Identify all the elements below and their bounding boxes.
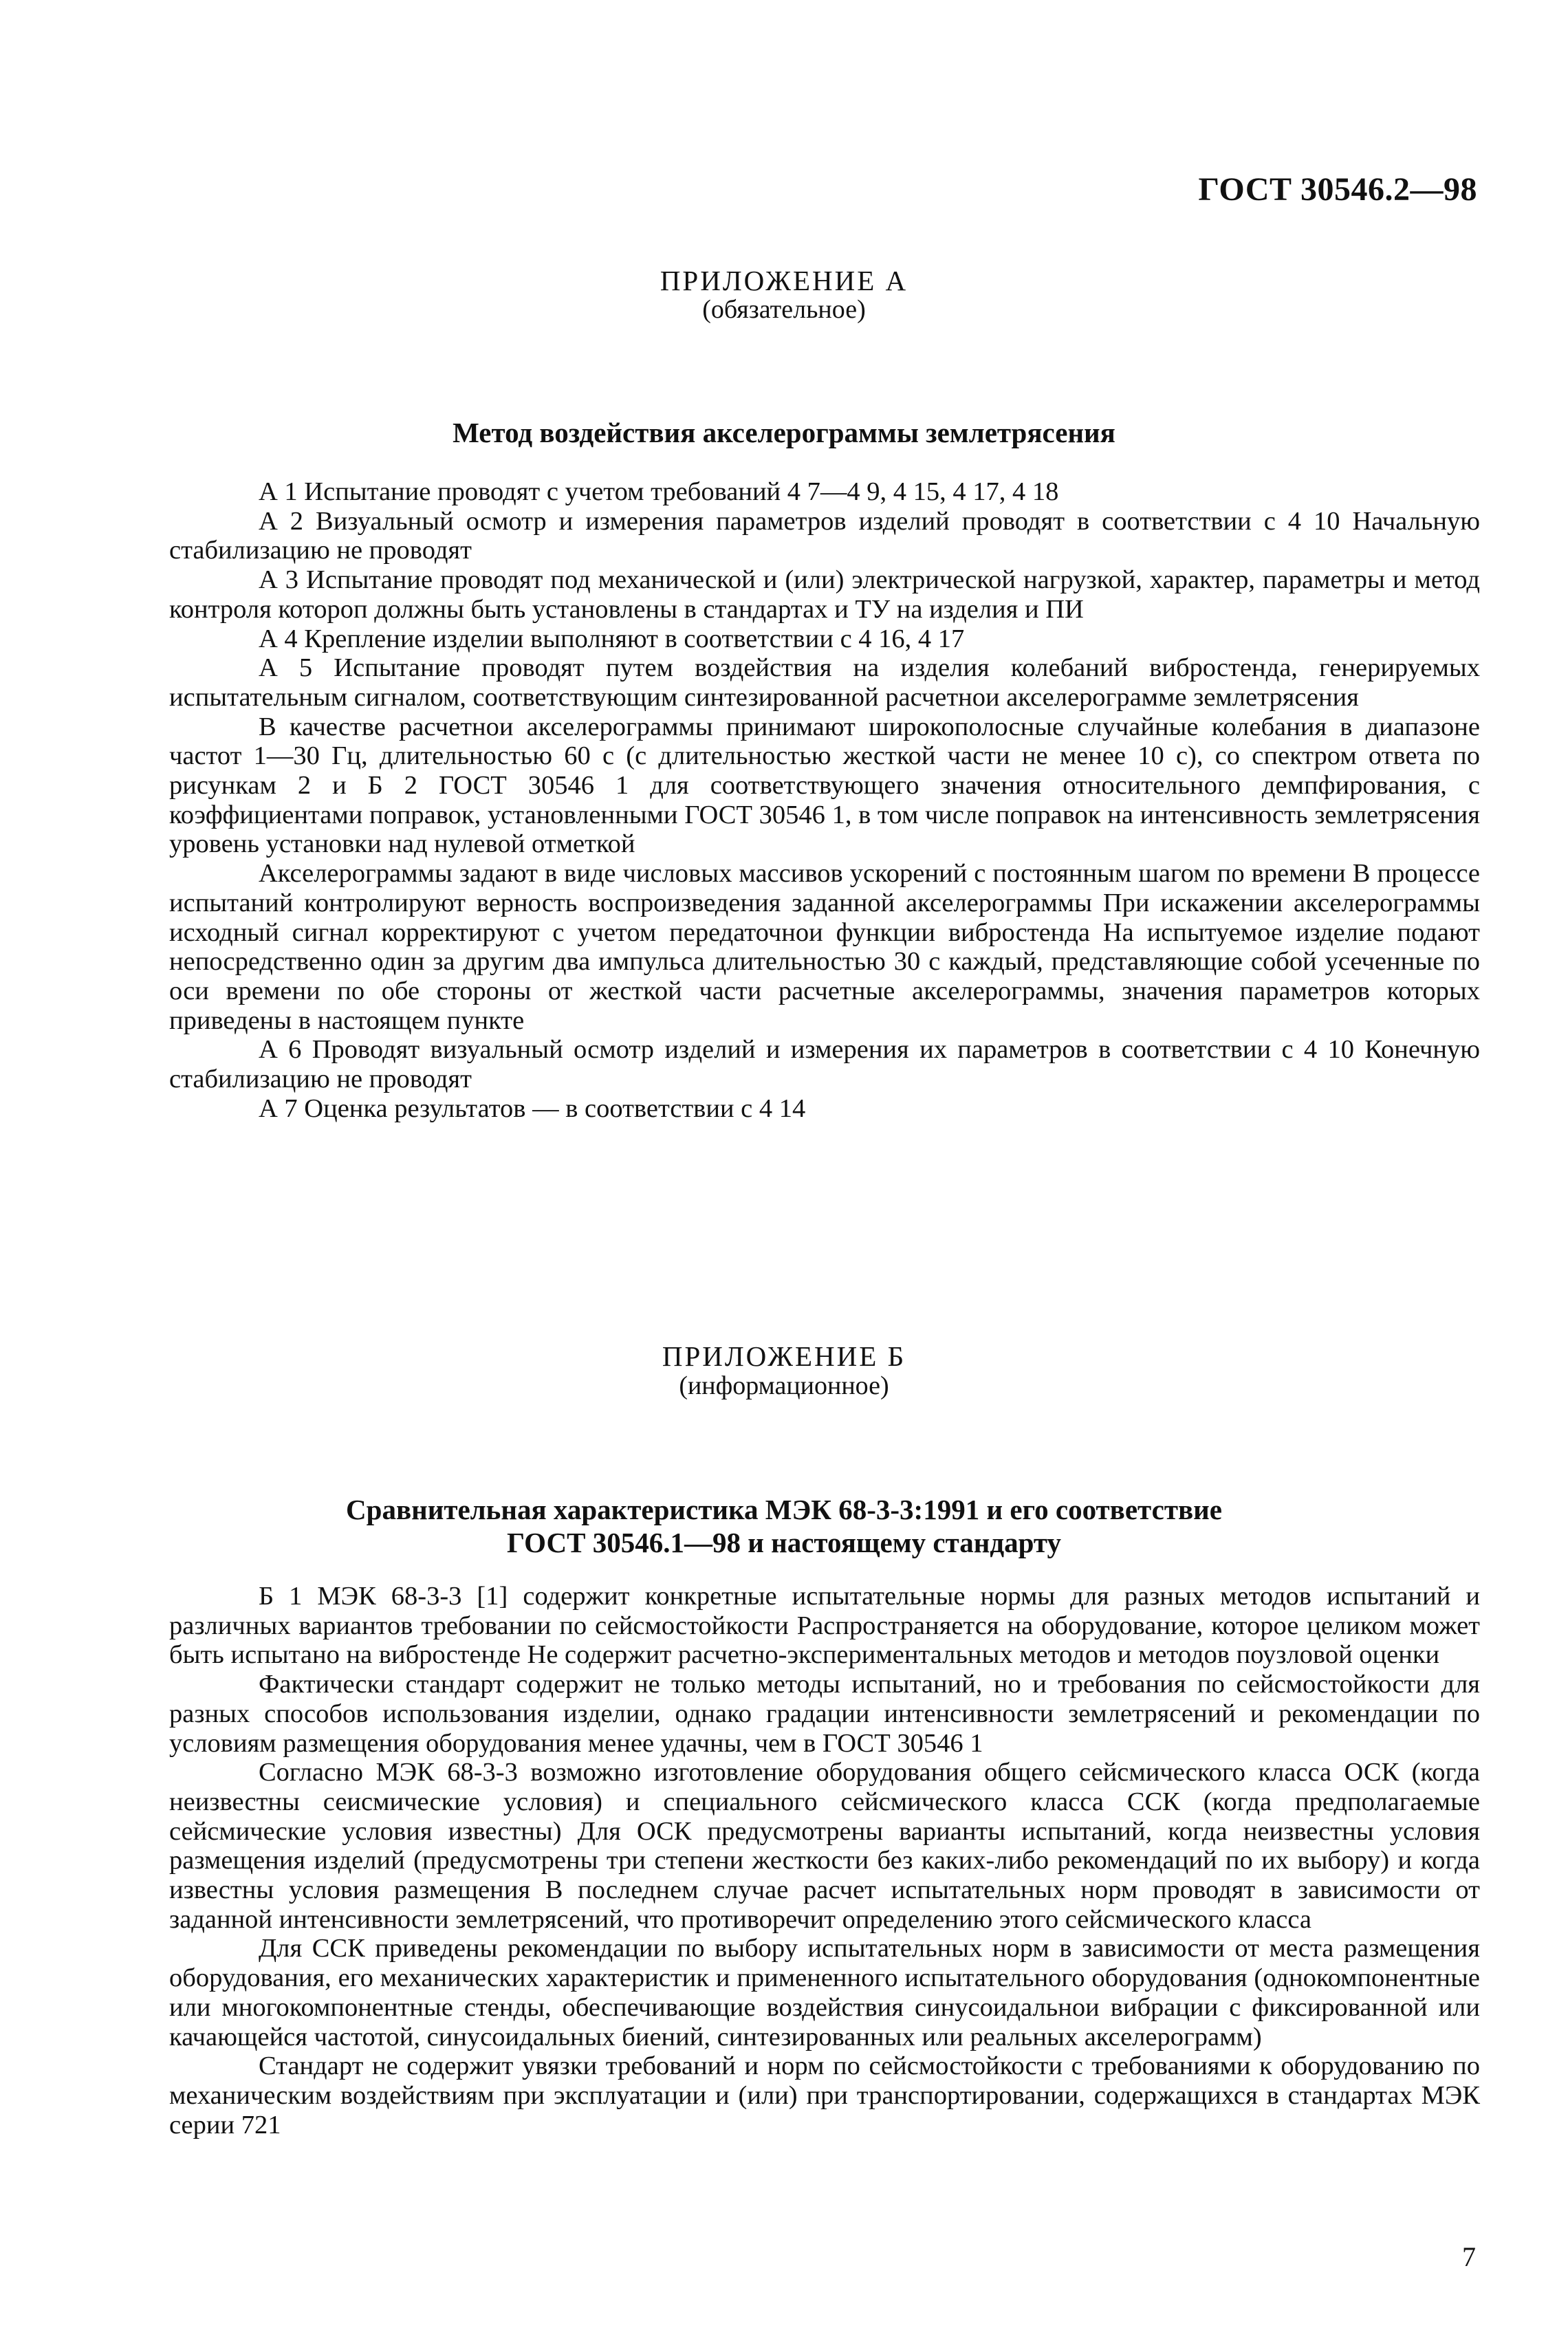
appendix-b-subtitle: (информационное) <box>679 1371 889 1400</box>
paragraph-a6-text: А 6 Проводят визуальный осмотр изделий и измерения их параметров в соответствии с 4 10 Конечную стабилизацию не проводят <box>169 1035 1480 1094</box>
appendix-a-body <box>169 477 1480 1123</box>
paragraph-a3-text: А 3 Испытание проводят под механической и (или) электрической нагрузкой, характер, параметры и метод контроля котороп должны быть установлены в стандартах и ТУ на изделия и ПИ <box>169 565 1480 624</box>
appendix-a-heading: Метод воздействия акселерограммы землетрясения <box>453 417 1115 448</box>
paragraph-b1-linking-text: Стандарт не содержит увязки требований и норм по сейсмостойкости с требованиями к оборудованию по механическим воздействиям при эксплуатации и (или) при транспортировании, содержащихся в стандартах МЭК серии 721 <box>169 2051 1480 2139</box>
paragraph-a7 <box>169 1094 1480 1124</box>
paragraph-a2-text: А 2 Визуальный осмотр и измерения параметров изделий проводят в соответствии с 4 10 Начальную стабилизацию не проводят <box>169 506 1480 565</box>
paragraph-a3 <box>169 565 1480 624</box>
paragraph-a5-arrays <box>169 859 1480 1035</box>
page-number: 7 <box>1462 2241 1476 2272</box>
paragraph-b1-linking <box>169 2051 1480 2139</box>
paragraph-b1-ssk <box>169 1934 1480 2051</box>
paragraph-b1-classes-text: Согласно МЭК 68-3-3 возможно изготовление оборудования общего сейсмического класса ОСК (когда неизвестны сеисмические условия) и специального сейсмического класса ССК (когда предполагаемые сейсмические условия известны) Для ОСК предусмотрены варианты испытаний, когда неизвестны условия размещения изделий (предусмотрены три степени жесткости без каких-либо рекомендаций по их выбору) и когда известны условия размещения В последнем случае расчет испытательных норм проводят в зависимости от заданной интенсивности землетрясений, что противоречит определению этого сейсмического класса <box>169 1758 1480 1934</box>
appendix-b-body <box>169 1582 1480 2139</box>
paragraph-a5-text: А 5 Испытание проводят путем воздействия на изделия колебаний вибростенда, генерируемых испытательным сигналом, соответствующим синтезированной расчетнои акселерограмме землетрясения <box>169 653 1480 712</box>
paragraph-b1-ssk-text: Для ССК приведены рекомендации по выбору испытательных норм в зависимости от места размещения оборудования, его механических характеристик и примененного испытательного оборудования (однокомпонентные или многокомпонентные стенды, обеспечивающие воздействия синусоидальнои вибрации с фиксированной или качающейся частотой, синусоидальных биений, синтезированных или реальных акселерограмм) <box>169 1934 1480 2051</box>
paragraph-a4-text: А 4 Крепление изделии выполняют в соответствии с 4 16, 4 17 <box>259 624 965 653</box>
paragraph-a6 <box>169 1035 1480 1093</box>
paragraph-a1-text: А 1 Испытание проводят с учетом требований 4 7—4 9, 4 15, 4 17, 4 18 <box>259 477 1059 506</box>
paragraph-b1-scope <box>169 1670 1480 1758</box>
appendix-b-heading-line2: ГОСТ 30546.1—98 и настоящему стандарту <box>507 1527 1061 1558</box>
appendix-a-subtitle: (обязательное) <box>702 295 866 324</box>
paragraph-a2 <box>169 507 1480 565</box>
paragraph-a5-accelerogram <box>169 712 1480 860</box>
appendix-a-title: ПРИЛОЖЕНИЕ А <box>660 265 908 296</box>
paragraph-a4 <box>169 624 1480 654</box>
paragraph-a5-arrays-text: Акселерограммы задают в виде числовых массивов ускорений с постоянным шагом по времени В процессе испытаний контролируют верность воспроизведения заданной акселерограммы При искажении акселерограммы исходный сигнал корректируют с учетом передаточнои функции вибростенда На испытуемое изделие подают непосредственно один за другим два импульса длительностью 30 с каждый, представляющие собой усеченные по оси времени по обе стороны от жесткой части расчетные акселерограммы, значения параметров которых приведены в настоящем пункте <box>169 859 1480 1035</box>
appendix-b-heading-line1: Сравнительная характеристика МЭК 68-3-3:1991 и его соответствие <box>346 1494 1222 1525</box>
paragraph-b1-classes <box>169 1758 1480 1934</box>
paragraph-a5 <box>169 653 1480 712</box>
document-code: ГОСТ 30546.2—98 <box>1198 171 1477 208</box>
appendix-b-title: ПРИЛОЖЕНИЕ Б <box>662 1340 906 1372</box>
paragraph-b1-scope-text: Фактически стандарт содержит не только методы испытаний, но и требования по сейсмостойкости для разных способов использования изделии, однако градации интенсивности землетрясений и рекомендации по условиям размещения оборудования менее удачны, чем в ГОСТ 30546 1 <box>169 1670 1480 1758</box>
paragraph-b1 <box>169 1582 1480 1670</box>
paragraph-a7-text: А 7 Оценка результатов — в соответствии с 4 14 <box>259 1093 806 1123</box>
paragraph-a5-accelerogram-text: В качестве расчетнои акселерограммы принимают широкополосные случайные колебания в диапазоне частот 1—30 Гц, длительностью 60 с (с длительностью жесткой части не менее 10 с), со спектром ответа по рисункам 2 и Б 2 ГОСТ 30546 1 для соответствующего значения относительного демпфирования, с коэффициентами поправок, установленными ГОСТ 30546 1, в том числе поправок на интенсивность землетрясения уровень установки над нулевой отметкой <box>169 712 1480 859</box>
paragraph-a1 <box>169 477 1480 507</box>
paragraph-b1-text: Б 1 МЭК 68-3-3 [1] содержит конкретные испытательные нормы для разных методов испытаний и различных вариантов требовании по сейсмостойкости Распространяется на оборудование, которое целиком может быть испытано на вибростенде Не содержит расчетно-экспериментальных методов и методов поузловой оценки <box>169 1582 1480 1670</box>
